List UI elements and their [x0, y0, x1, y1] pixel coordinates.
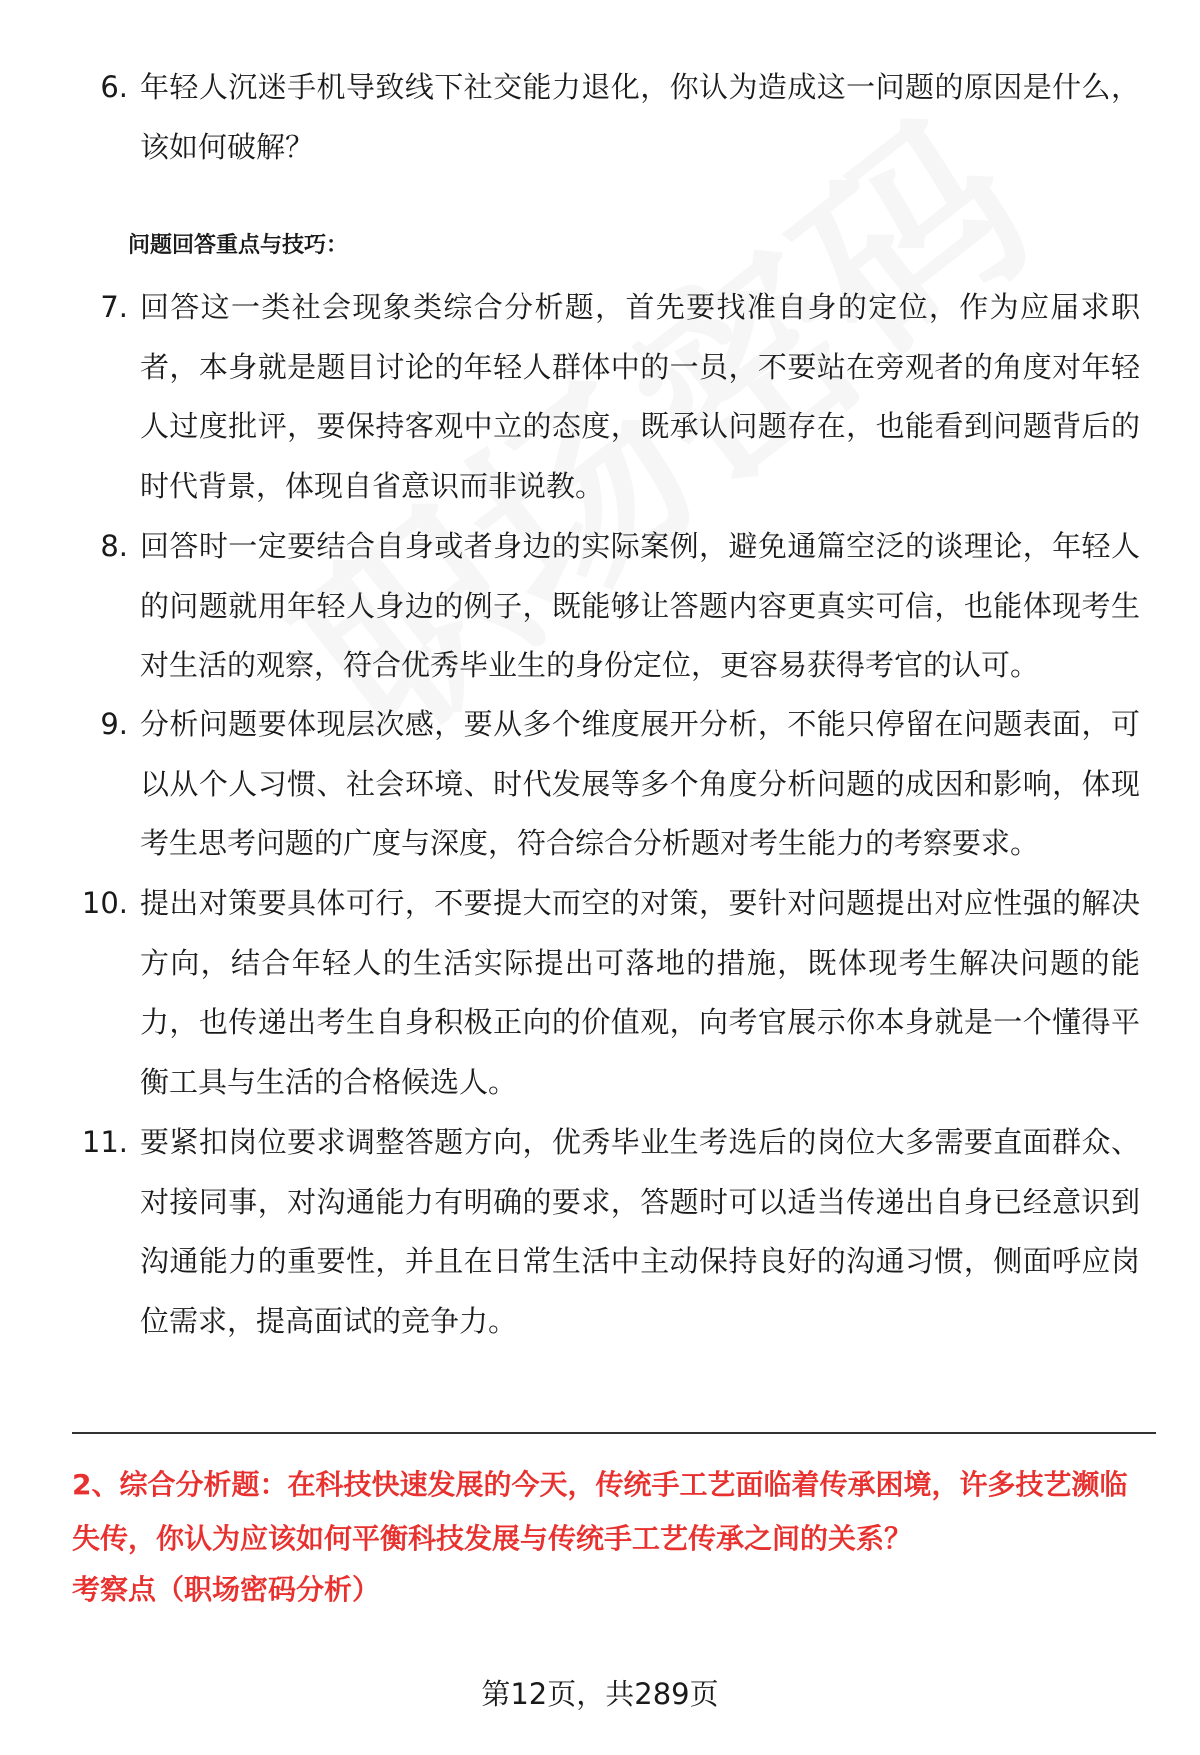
- item-text: 要紧扣岗位要求调整答题方向，优秀毕业生考选后的岗位大多需要直面群众、对接同事，对沟通能力有明确的要求，答题时可以适当传递出自身已经意识到沟通能力的重要性，并且在日常生活中主动保持良好的沟通习惯，侧面呼应岗位需求，提高面试的竞争力。: [140, 1125, 1140, 1338]
- item-number: 8.: [100, 529, 128, 563]
- list-item: [72, 1113, 1152, 1351]
- exam-point-heading: 考察点（职场密码分析）: [72, 1573, 381, 1606]
- list-item: [72, 58, 1152, 177]
- item-text: 提出对策要具体可行，不要提大而空的对策，要针对问题提出对应性强的解决方向，结合年轻人的生活实际提出可落地的措施，既体现考生解决问题的能力，也传递出考生自身积极正向的价值观，向考官展示你本身就是一个懂得平衡工具与生活的合格候选人。: [140, 886, 1140, 1099]
- item-text: 分析问题要体现层次感，要从多个维度展开分析，不能只停留在问题表面，可以从个人习惯、社会环境、时代发展等多个角度分析问题的成因和影响，体现考生思考问题的广度与深度，符合综合分析题对考生能力的考察要求。: [140, 707, 1140, 860]
- section-divider: [72, 1432, 1156, 1434]
- list-item: [72, 278, 1152, 516]
- tips-heading: 问题回答重点与技巧：: [128, 233, 349, 258]
- page-footer: 第12页，共289页: [481, 1677, 719, 1711]
- list-item: [72, 695, 1152, 874]
- item-number: 9.: [100, 707, 128, 741]
- list-item: [72, 874, 1152, 1112]
- item-text: 回答时一定要结合自身或者身边的实际案例，避免通篇空泛的谈理论，年轻人的问题就用年轻人身边的例子，既能够让答题内容更真实可信，也能体现考生对生活的观察，符合优秀毕业生的身份定位，更容易获得考官的认可。: [140, 529, 1140, 682]
- item-text: 年轻人沉迷手机导致线下社交能力退化，你认为造成这一问题的原因是什么，该如何破解？: [140, 70, 1140, 164]
- item-number: 6.: [100, 70, 128, 104]
- item-number: 11.: [81, 1125, 128, 1159]
- question-heading: 2、综合分析题：在科技快速发展的今天，传统手工艺面临着传承困境，许多技艺濒临失传，你认为应该如何平衡科技发展与传统手工艺传承之间的关系？: [72, 1468, 1128, 1555]
- item-number: 10.: [81, 886, 128, 920]
- item-number: 7.: [100, 290, 128, 324]
- list-item: [72, 517, 1152, 696]
- item-text: 回答这一类社会现象类综合分析题，首先要找准自身的定位，作为应届求职者，本身就是题目讨论的年轻人群体中的一员，不要站在旁观者的角度对年轻人过度批评，要保持客观中立的态度，既承认问题存在，也能看到问题背后的时代背景，体现自省意识而非说教。: [140, 290, 1140, 503]
